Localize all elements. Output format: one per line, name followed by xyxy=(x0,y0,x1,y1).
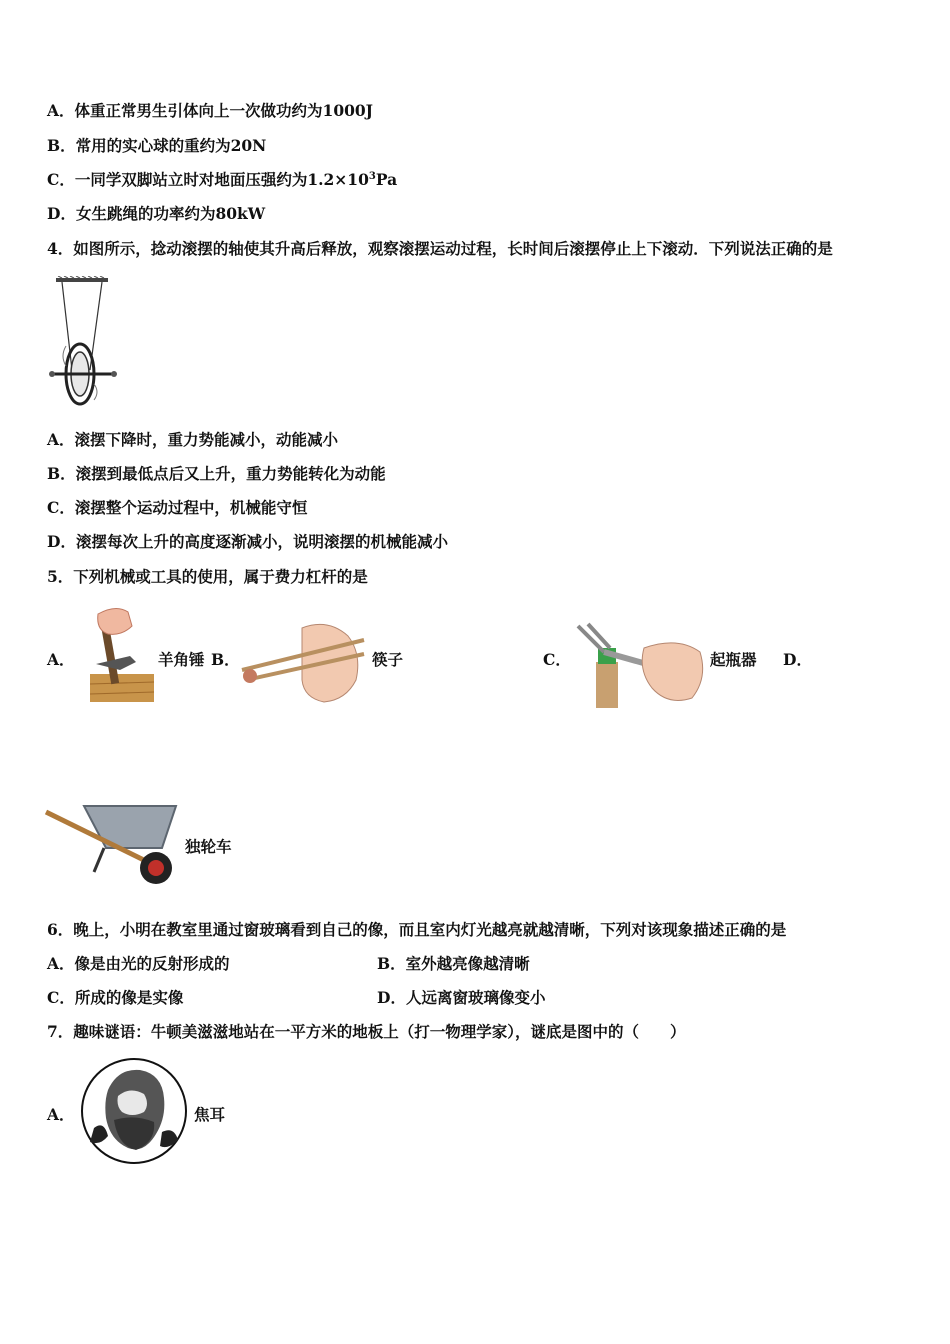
option-text: 滚摆到最低点后又上升，重力势能转化为动能 xyxy=(75,464,386,483)
q3-option-b xyxy=(47,136,266,156)
option-text: 滚摆每次上升的高度逐渐减小，说明滚摆的机械能减小 xyxy=(75,532,448,551)
q4-option-b xyxy=(47,464,386,484)
unit: Pa xyxy=(375,170,398,189)
option-label: A． xyxy=(47,430,75,449)
chopsticks-figure xyxy=(238,620,368,704)
q5-label-a: A． xyxy=(47,650,75,669)
q3-option-d xyxy=(47,204,265,224)
q3-option-a xyxy=(47,101,373,121)
option-text: 常用的实心球的重约为20N xyxy=(75,136,267,155)
option-label: D． xyxy=(47,204,76,223)
option-label: B． xyxy=(47,464,76,483)
q6-option-a: A．像是由光的反射形成的 xyxy=(47,954,230,973)
option-label: C． xyxy=(47,498,75,517)
option-label: C． xyxy=(47,170,75,189)
q4-option-d xyxy=(47,532,448,552)
option-text: 滚摆下降时，重力势能减小，动能减小 xyxy=(74,430,339,449)
option-label: B． xyxy=(47,136,76,155)
option-text: 女生跳绳的功率约为80kW xyxy=(75,204,266,223)
joule-portrait-figure xyxy=(78,1056,190,1166)
option-label: A． xyxy=(47,101,75,120)
q5-stem: 5．下列机械或工具的使用，属于费力杠杆的是 xyxy=(47,567,368,586)
q7-caption-a: 焦耳 xyxy=(194,1105,226,1124)
q4-option-a xyxy=(47,430,338,450)
q4-option-c xyxy=(47,498,307,518)
wheelbarrow-figure xyxy=(44,796,178,888)
q5-caption-b: 筷子 xyxy=(372,650,404,669)
q5-caption-a: 羊角锤 xyxy=(158,650,205,669)
q6-option-b: B．室外越亮像越清晰 xyxy=(377,954,530,973)
q3-option-c xyxy=(47,170,397,190)
q4-stem: 4．如图所示，捻动滚摆的轴使其升高后释放，观察滚摆运动过程，长时间后滚摆停止上下滚动．下列说法正确的是 xyxy=(47,239,833,258)
bottle-opener-figure xyxy=(574,622,708,708)
q6-option-d: D．人远离窗玻璃像变小 xyxy=(377,988,546,1007)
option-label: D． xyxy=(47,532,76,551)
exponent: 3 xyxy=(368,171,376,182)
q5-label-d: D． xyxy=(783,650,812,669)
option-text: 体重正常男生引体向上一次做功约为1000J xyxy=(74,101,374,120)
option-text: 滚摆整个运动过程中，机械能守恒 xyxy=(74,498,308,517)
q5-caption-c: 起瓶器 xyxy=(710,650,757,669)
maxwell-pendulum-figure xyxy=(44,276,124,410)
q5-label-c: C． xyxy=(543,650,571,669)
claw-hammer-figure xyxy=(86,604,156,704)
q6-stem: 6．晚上，小明在教室里通过窗玻璃看到自己的像，而且室内灯光越亮就越清晰，下列对该现象描述正确的是 xyxy=(47,920,787,939)
q5-caption-d: 独轮车 xyxy=(185,837,232,856)
q7-label-a: A． xyxy=(47,1105,75,1124)
option-text: 一同学双脚站立时对地面压强约为1.2×10 xyxy=(74,170,369,189)
q6-option-c: C．所成的像是实像 xyxy=(47,988,184,1007)
q5-label-b: B． xyxy=(211,650,240,669)
q7-stem: 7．趣味谜语：牛顿美滋滋地站在一平方米的地板上（打一物理学家），谜底是图中的（ ） xyxy=(47,1022,686,1041)
